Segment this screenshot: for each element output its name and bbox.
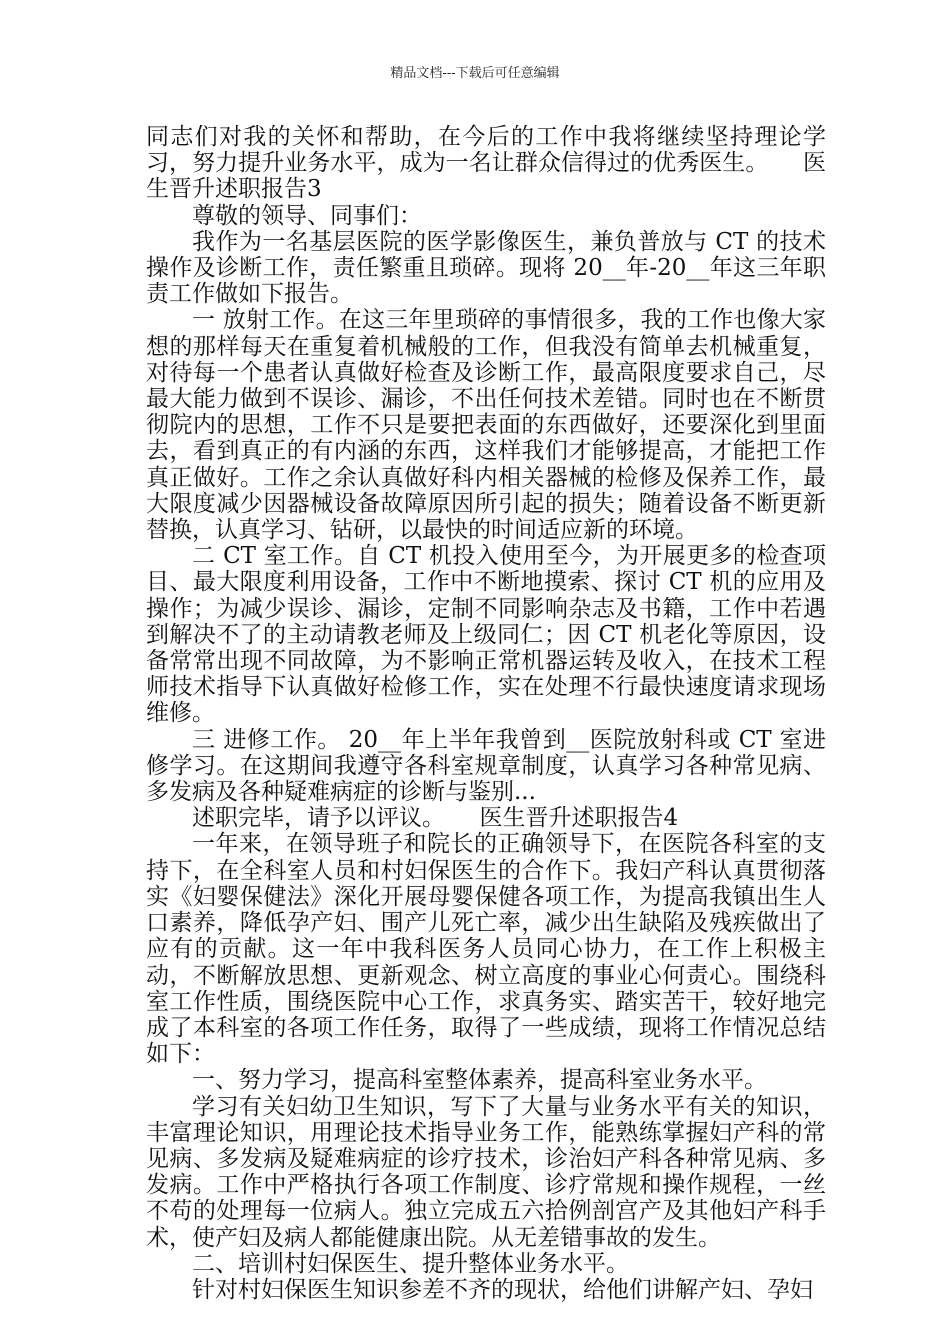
paragraph: 二、培训村妇保医生、提升整体业务水平。 (192, 1250, 629, 1277)
paragraph: 三 进修工作。 20__年上半年我曾到__医院放射科或 CT 室进修学习。在这期间我遵守各科室规章制度，认真学习各种常见病、多发病及各种疑难病症的诊断与鉴别... (146, 726, 826, 806)
document-body (146, 124, 826, 1303)
paragraph: 尊敬的领导、同事们： (192, 202, 422, 229)
paragraph: 述职完毕，请予以评议。 医生晋升述职报告4 (192, 805, 679, 832)
paragraph: 同志们对我的关怀和帮助，在今后的工作中我将继续坚持理论学习，努力提升业务水平，成为一名让群众信得过的优秀医生。 医生晋升述职报告3 (146, 124, 826, 203)
page-header: 精品文档---下载后可任意编辑 (390, 66, 560, 81)
paragraph: 学习有关妇幼卫生知识，写下了大量与业务水平有关的知识，丰富理论知识，用理论技术指导业务工作，能熟练掌握妇产科的常见病、多发病及疑难病症的诊疗技术，诊治妇产科各种常见病、多发病。工作中严格执行各项工作制度、诊疗常规和操作规程，一丝不苟的处理每一位病人。独立完成五六拾例剖宫产及其他妇产科手术，使产妇及病人都能健康出院。从无差错事故的发生。 (146, 1093, 826, 1251)
paragraph: 二 CT 室工作。自 CT 机投入使用至今，为开展更多的检查项目、最大限度利用设备，工作中不断地摸索、探讨 CT 机的应用及操作；为减少误诊、漏诊，定制不同影响杂志及书籍，工作中若遇到解决不了的主动请教老师及上级同仁；因 CT 机老化等原因，设备常常出现不同故障，为不影响正常机器运转及收入，在技术工程师技术指导下认真做好检修工作，实在处理不行最快速度请求现场维修。 (146, 543, 826, 727)
paragraph: 一 放射工作。在这三年里琐碎的事情很多，我的工作也像大家想的那样每天在重复着机械般的工作，但我没有简单去机械重复，对待每一个患者认真做好检查及诊断工作，最高限度要求自己，尽最大能力做到不误诊、漏诊，不出任何技术差错。同时也在不断贯彻院内的思想，工作不只是要把表面的东西做好，还要深化到里面去，看到真正的有内涵的东西，这样我们才能够提高，才能把工作真正做好。工作之余认真做好科内相关器械的检修及保养工作，最大限度减少因器械设备故障原因所引起的损失；随着设备不断更新替换，认真学习、钻研，以最快的时间适应新的环境。 (146, 307, 826, 544)
paragraph: 一年来，在领导班子和院长的正确领导下，在医院各科室的支持下，在全科室人员和村妇保医生的合作下。我妇产科认真贯彻落实《妇婴保健法》深化开展母婴保健各项工作，为提高我镇出生人口素养，降低孕产妇、围产儿死亡率，减少出生缺陷及残疾做出了应有的贡献。这一年中我科医务人员同心协力，在工作上积极主动，不断解放思想、更新观念、树立高度的事业心何责心。围绕科室工作性质，围绕医院中心工作，求真务实、踏实苦干，较好地完成了本科室的各项工作任务，取得了一些成绩，现将工作情况总结如下： (146, 831, 826, 1068)
paragraph: 一、努力学习，提高科室整体素养，提高科室业务水平。 (192, 1067, 767, 1094)
paragraph: 我作为一名基层医院的医学影像医生，兼负普放与 CT 的技术操作及诊断工作，责任繁重且琐碎。现将 20__年-20__年这三年职责工作做如下报告。 (146, 228, 826, 308)
paragraph: 针对村妇保医生知识参差不齐的现状，给他们讲解产妇、孕妇 (192, 1276, 813, 1303)
